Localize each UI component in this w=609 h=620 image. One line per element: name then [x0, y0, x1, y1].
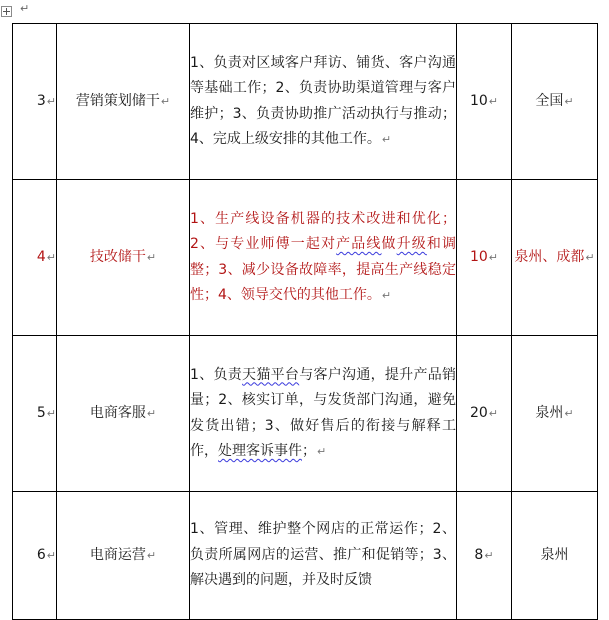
spellcheck-underlined-text: 天猫平台	[242, 366, 300, 383]
duty-cell[interactable]: 1、负责天猫平台与客户沟通，提升产品销量；2、核实订单，与发货部门沟通，避免发货出错；3、做好售后的衔接与解释工作，处理客诉事件；↵	[190, 336, 457, 492]
row-number-cell[interactable]: 4↵	[13, 180, 57, 336]
duty-text: 1、负责	[190, 366, 243, 383]
headcount: 10	[469, 92, 488, 109]
headcount: 8	[474, 546, 484, 563]
position-name: 电商客服	[89, 404, 146, 421]
row-number: 3	[36, 92, 46, 109]
table-move-handle-icon[interactable]	[1, 6, 12, 17]
duty-text: 1、管理、维护整个网店的正常运作；2、负责所属网店的运营、推广和促销等；3、解决遇到的问题，并及时反馈	[190, 521, 456, 589]
spellcheck-underlined-text: 升级	[396, 236, 427, 252]
spellcheck-underlined-text: 产品线	[336, 236, 382, 252]
position-name: 电商运营	[89, 546, 146, 563]
headcount: 20	[469, 404, 488, 421]
duty-text: 做	[381, 236, 397, 252]
table-row	[13, 180, 598, 336]
position-cell[interactable]: 电商客服↵	[57, 336, 190, 492]
location-cell[interactable]: 全国↵	[512, 24, 598, 180]
position-name: 营销策划储干	[75, 92, 160, 109]
paragraph-mark: ↵	[20, 2, 30, 15]
location: 泉州	[535, 404, 564, 421]
headcount-cell[interactable]: 8↵	[457, 492, 512, 620]
table-row	[13, 336, 598, 492]
duty-text: 1、生产线设备机器的技术改进和优化；2、与专业师傅一起对	[190, 210, 456, 252]
recruitment-table	[12, 23, 598, 620]
position-cell[interactable]: 营销策划储干↵	[57, 24, 190, 180]
location-cell[interactable]: 泉州、成都↵	[512, 180, 598, 336]
table-row	[13, 492, 598, 620]
headcount-cell[interactable]: 20↵	[457, 336, 512, 492]
duty-cell[interactable]: 1、生产线设备机器的技术改进和优化；2、与专业师傅一起对产品线做升级和调整；3、减少设备故障率，提高生产线稳定性；4、领导交代的其他工作。↵	[190, 180, 457, 336]
position-name: 技改储干	[89, 248, 146, 265]
position-cell[interactable]: 技改储干↵	[57, 180, 190, 336]
duty-text: 和调整；3、减少设备故障率，提高生产线稳定性；4、领导交代的其他工作。	[190, 236, 457, 303]
position-cell[interactable]: 电商运营↵	[57, 492, 190, 620]
location: 泉州	[540, 546, 569, 563]
headcount-cell[interactable]: 10↵	[457, 24, 512, 180]
duty-cell[interactable]	[190, 492, 457, 620]
location-cell[interactable]: 泉州↵	[512, 336, 598, 492]
headcount: 10	[469, 248, 488, 265]
table-row	[13, 24, 598, 180]
row-number: 4	[36, 248, 46, 265]
duty-text: 1、负责对区域客户拜访、铺货、客户沟通等基础工作；2、负责协助渠道管理与客户维护；3、负责协助推广活动执行与推动；4、完成上级安排的其他工作。	[190, 54, 456, 147]
duty-text: 与客户沟通，提升产品销量；2、核实订单，与发货部门沟通，避免发货出错；3、做好售后的衔接与解释工作，	[190, 366, 457, 459]
headcount-cell[interactable]: 10↵	[457, 180, 512, 336]
duty-text: ；	[302, 443, 316, 459]
row-number-cell[interactable]: 3↵	[13, 24, 57, 180]
row-number-cell[interactable]: 5↵	[13, 336, 57, 492]
row-number: 5	[36, 404, 46, 421]
spellcheck-underlined-text: 处理客诉事件	[218, 443, 302, 459]
duty-cell[interactable]: 1、负责对区域客户拜访、铺货、客户沟通等基础工作；2、负责协助渠道管理与客户维护；3、负责协助推广活动执行与推动；4、完成上级安排的其他工作。↵	[190, 24, 457, 180]
row-number: 6	[36, 546, 46, 563]
row-number-cell[interactable]: 6↵	[13, 492, 57, 620]
location-cell[interactable]	[512, 492, 598, 620]
location: 泉州、成都	[514, 248, 585, 265]
location: 全国	[535, 92, 564, 109]
